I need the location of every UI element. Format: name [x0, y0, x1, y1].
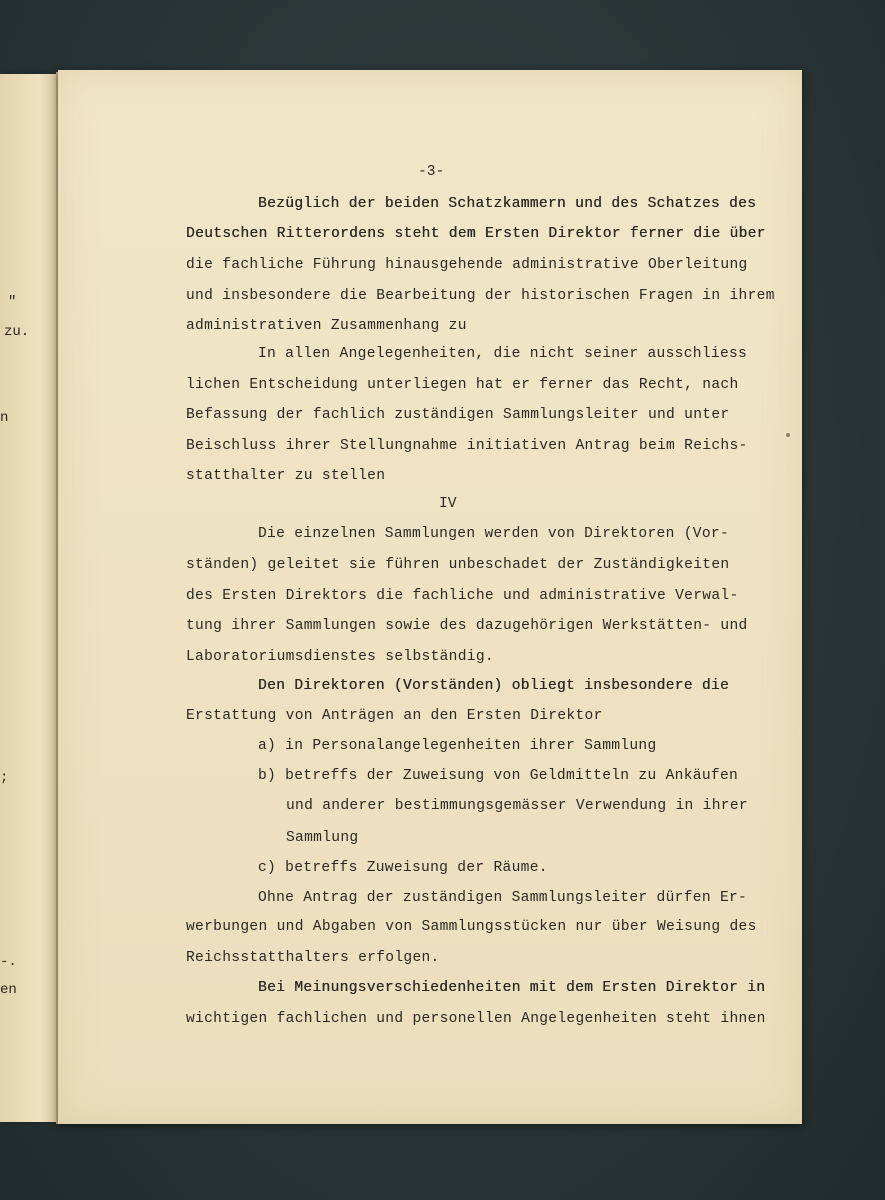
text-line: Die einzelnen Sammlungen werden von Direktoren (Vor-	[258, 526, 729, 542]
left-fragment: "	[8, 294, 17, 310]
text-line: Ohne Antrag der zuständigen Sammlungsleiter dürfen Er-	[258, 890, 748, 906]
text-line: Sammlung	[286, 830, 359, 846]
text-line: In allen Angelegenheiten, die nicht seiner ausschliess	[258, 346, 748, 362]
text-line: Reichsstatthalters erfolgen.	[186, 950, 440, 966]
left-page-edge	[0, 74, 56, 1122]
text-line: die fachliche Führung hinausgehende administrative Oberleitung	[186, 257, 748, 273]
text-line: tung ihrer Sammlungen sowie des dazugehörigen Werkstätten- und	[186, 618, 748, 634]
list-item: b) betreffs der Zuweisung von Geldmitteln zu Ankäufen	[258, 768, 739, 784]
text-line: Den Direktoren (Vorständen) obliegt insbesondere die	[258, 678, 729, 694]
left-fragment: -.	[0, 954, 17, 970]
text-line: ständen) geleitet sie führen unbeschadet der Zuständigkeiten	[186, 557, 730, 573]
list-item: c) betreffs Zuweisung der Räume.	[258, 860, 548, 876]
text-line: Deutschen Ritterordens steht dem Ersten Direktor ferner die über	[186, 226, 766, 242]
left-fragment: n	[0, 410, 9, 426]
text-line: Laboratoriumsdienstes selbständig.	[186, 649, 494, 665]
text-line: und insbesondere die Bearbeitung der historischen Fragen in ihrem	[186, 288, 775, 304]
left-fragment: zu.	[4, 324, 30, 340]
text-line: Befassung der fachlich zuständigen Sammlungsleiter und unter	[186, 407, 730, 423]
page-number: -3-	[418, 164, 445, 180]
text-line: des Ersten Direktors die fachliche und administrative Verwal-	[186, 588, 739, 604]
text-line: Bei Meinungsverschiedenheiten mit dem Ersten Direktor in	[258, 980, 766, 996]
text-line: Erstattung von Anträgen an den Ersten Direktor	[186, 708, 603, 724]
left-fragment: ;	[0, 770, 9, 786]
text-line: statthalter zu stellen	[186, 468, 386, 484]
text-line: lichen Entscheidung unterliegen hat er ferner das Recht, nach	[186, 377, 739, 393]
section-heading: IV	[439, 496, 457, 512]
text-line: wichtigen fachlichen und personellen Angelegenheiten steht ihnen	[186, 1011, 766, 1027]
text-line: werbungen und Abgaben von Sammlungsstücken nur über Weisung des	[186, 919, 757, 935]
text-line: administrativen Zusammenhang zu	[186, 318, 467, 334]
text-line: Beischluss ihrer Stellungnahme initiativen Antrag beim Reichs-	[186, 438, 748, 454]
paper-speck	[786, 433, 790, 437]
text-line: Bezüglich der beiden Schatzkammern und des Schatzes des	[258, 196, 757, 212]
left-fragment: en	[0, 982, 17, 998]
list-item: a) in Personalangelegenheiten ihrer Sammlung	[258, 738, 657, 754]
text-line: und anderer bestimmungsgemässer Verwendung in ihrer	[286, 798, 748, 814]
